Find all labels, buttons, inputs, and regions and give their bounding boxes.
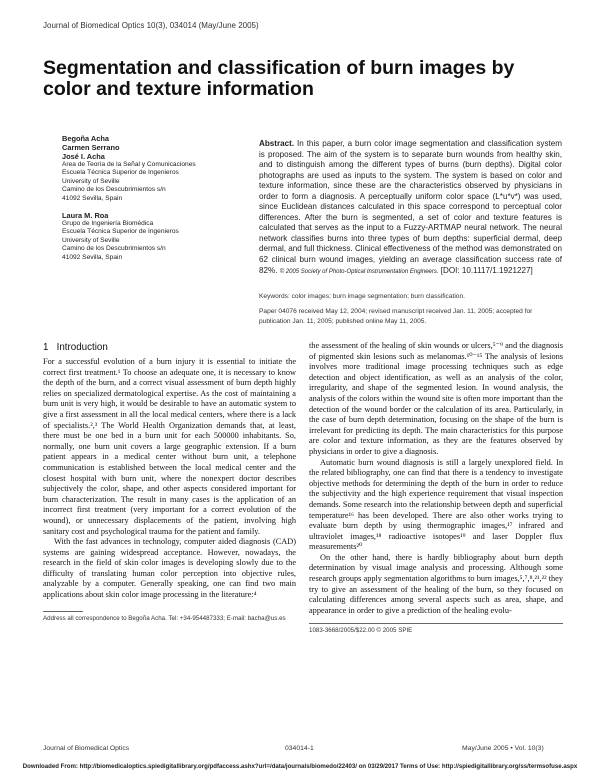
correspondence-footnote: Address all correspondence to Begoña Acha. Tel: +34-954487333; E-mail: bacha@us.es xyxy=(43,614,286,622)
publication-dates: Paper 04076 received May 12, 2004; revised manuscript received Jan. 11, 2005; accepted for publication Jan. 11, 2005; published online May 11, 2005. xyxy=(259,308,533,325)
paragraph: For a successful evolution of a burn injury it is essential to initiate the correct first treatment.¹ To choose an adequate one, it is necessary to know the depth of the burn, and a correct visual assessment of burn depth highly relies on specialized dermatological expertise. As the cost of maintaining a burn unit is very high, it would be desirable to have an automatic system to give a first assessment in all the local medical centers, where there is a lack of specialists.²,³ The World Health Organization demands that, at least, there must be one bed in a burn unit for each 500000 inhabitants. So, normally, one burn unit covers a large geographic extension. If a burn patient appears in a medical center without burn unit, a telephone communication is established between the local medical center and the closest hospital with burn unit, where the nonexpert doctor describes subjectively the color, shape, and other aspects considered important for burn characterization. The result in many cases is the application of an incorrect first treatment (very important for a correct evolution of the wound), or unnecessary displacements of the patient, involving high sanitary cost and psychological trauma for the patient and family. xyxy=(43,357,296,536)
author-name: Begoña Acha xyxy=(62,134,109,143)
affiliation-line: Camino de los Descubrimientos s/n xyxy=(62,245,166,253)
left-column xyxy=(43,341,296,623)
affiliation-line: Escuela Técnica Superior de Ingenieros xyxy=(62,169,179,177)
footer-journal: Journal of Biomedical Optics xyxy=(43,745,130,752)
abstract-body: In this paper, a burn color image segmentation and classification system is proposed. The aim of the system is to separate burn wounds from healthy skin, and to distinguish among the different types of burns (burn depths). Digital color photographs are used as inputs to the system. The system is based on color and texture information, since these are the characteristics observed by physicians in order to form a diagnosis. A perceptually uniform color space (L*u*v*) was used, since Euclidean distances calculated in this space correspond to perceptual color differences. After the burn is segmented, a set of color and texture features is calculated that serves as the input to a Fuzzy-ARTMAP neural network. The neural network classifies burns into three types of burn depths: superficial dermal, deep dermal, and full thickness. Clinical effectiveness of the method was demonstrated on 62 clinical burn wound images, yielding an average classification success rate of 82%. xyxy=(259,139,562,275)
download-notice[interactable]: Downloaded From: http://biomedicaloptics.spiedigitallibrary.org/pdfaccess.ashx?url=/data/journals/biomedo/22403/ on 03/29/2017 Terms of Use: http://spiedigitallibrary.org/ss/termsofuse.aspx xyxy=(22,763,578,770)
journal-header: Journal of Biomedical Optics 10(3), 034014 (May/June 2005) xyxy=(43,21,259,30)
author-name: José I. Acha xyxy=(62,152,105,161)
keywords: Keywords: color images; burn image segmentation; burn classification. xyxy=(259,293,465,300)
author-name: Carmen Serrano xyxy=(62,143,120,152)
affiliation-line: Camino de los Descubrimientos s/n xyxy=(62,186,166,194)
right-column xyxy=(309,341,563,635)
affiliation-line: 41092 Sevilla, Spain xyxy=(62,253,123,261)
issn-rule xyxy=(309,623,563,624)
abstract xyxy=(259,139,562,277)
issn-line: 1083-3668/2005/$22.00 © 2005 SPIE xyxy=(309,627,413,635)
section-title: Introduction xyxy=(56,342,108,353)
affiliation-line: Area de Teoría de la Señal y Comunicaciones xyxy=(62,161,196,168)
affiliation-line: University of Seville xyxy=(62,177,120,185)
section-heading xyxy=(43,341,296,355)
section-number: 1 xyxy=(43,342,49,353)
affiliations xyxy=(62,134,212,262)
paper-title: Segmentation and classification of burn images by color and texture information xyxy=(43,57,515,100)
paragraph: On the other hand, there is hardly bibliography about burn depth determination by visual image analysis and processing. Although some research groups apply segmentation algorithms to burn images,⁵,⁷,⁸,²¹,²² they try to give an assessment of the healing of the burn, so they focused on calculating differences among several aspects such as area, shape, and appearance in order to give a prediction of the healing evolu- xyxy=(309,552,563,615)
paragraph: With the fast advances in technology, computer aided diagnosis (CAD) systems are gaining widespread acceptance. However, nowadays, the research in the field of skin color images is developing slowly due to the difficulty of translating human color perception into objective rules, analyzable by a computer. Generally speaking, one can find two main applications about skin color image processing in the literature:⁴ xyxy=(43,537,296,600)
copyright-notice: © 2005 Society of Photo-Optical Instrumentation Engineers. xyxy=(279,268,439,275)
affiliation-line: Grupo de Ingeniería Biomédica xyxy=(62,220,154,228)
author-name: Laura M. Roa xyxy=(62,211,109,221)
abstract-label: Abstract. xyxy=(259,139,295,148)
footer-page-number: 034014-1 xyxy=(285,745,314,752)
paragraph: Automatic burn wound diagnosis is still a largely unexplored field. In the related bibliography, one can find that there is a tendency to investigate objective methods for determining the depth of the burn in order to reduce the subjectivity and the high experience requirement that visual inspection demands. Some research into the relationship between depth and superficial temperature¹⁶ has been developed. There are also other works trying to evaluate burn depth by using thermographic images,¹⁷ infrared and ultraviolet images,¹⁸ radioactive isotopes¹⁹ and laser Doppler flux measurements²⁰ xyxy=(309,457,563,552)
doi-link[interactable]: [DOI: 10.1117/1.1921227] xyxy=(440,265,533,275)
footnote-rule xyxy=(43,611,83,612)
affiliation-line: Escuela Técnica Superior de Ingenieros xyxy=(62,228,179,236)
affiliation-line: University of Seville xyxy=(62,236,120,244)
paragraph: the assessment of the healing of skin wounds or ulcers,⁵⁻⁹ and the diagnosis of pigmented skin lesions such as melanomas.¹⁰⁻¹⁵ The analysis of lesions involves more traditional image processing techniques such as edge detection and object identification, as well as an analysis of the color, irregularity, and shape of the segmented lesion. In wound analysis, the analysis of the colors within the wound site is often more important than the detection of the wound border or the calculation of its area. Particularly, in the case of burn depth determination, focusing on the shape of the burn is irrelevant for predicting its depth. The main characteristics for this purpose are color and texture information, as they are the features observed by physicians in order to give a diagnosis. xyxy=(309,341,563,456)
footer-issue: May/June 2005 • Vol. 10(3) xyxy=(462,745,544,752)
affiliation-line: 41092 Sevilla, Spain xyxy=(62,194,123,202)
